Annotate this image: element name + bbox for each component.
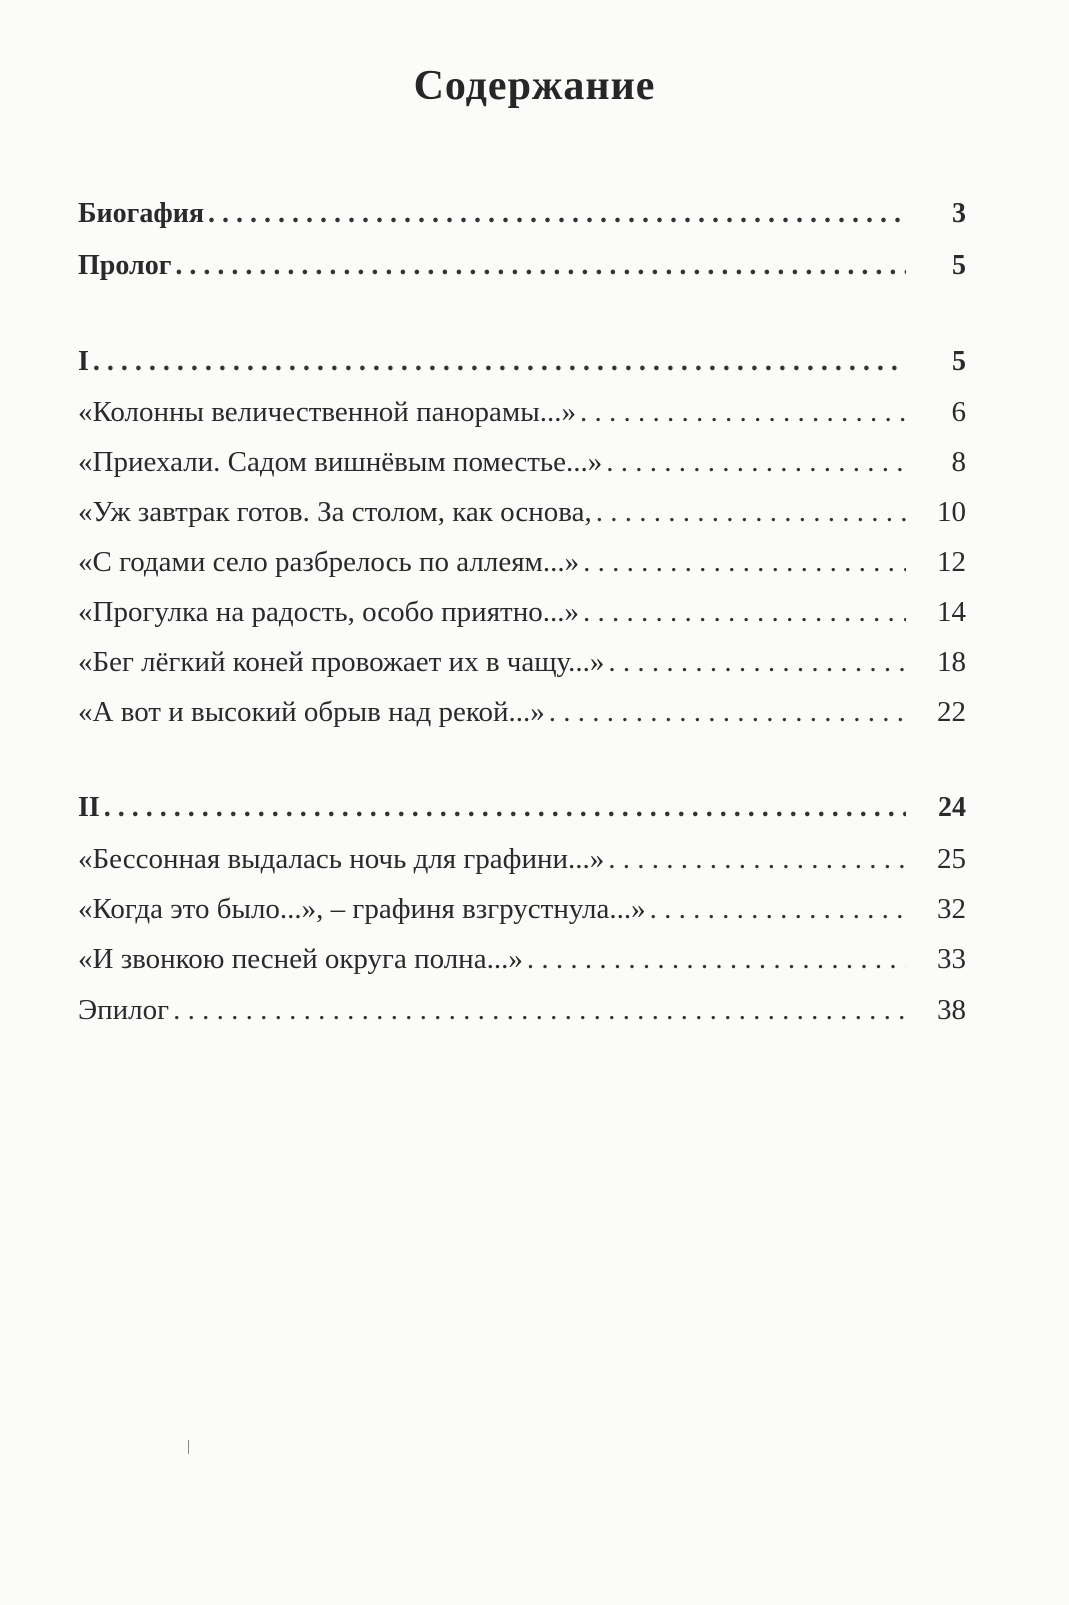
toc-entry-page: 3 (952, 198, 966, 229)
dot-leader (208, 198, 906, 230)
toc-entry-label: Пролог (78, 250, 172, 281)
toc-entry-page: 5 (952, 250, 966, 281)
toc-entry-page: 14 (937, 596, 966, 628)
toc-entry-page: 32 (937, 893, 966, 925)
toc-entry-label: II (78, 792, 100, 823)
toc-entry-page: 25 (937, 843, 966, 875)
toc-entry-page: 33 (937, 943, 966, 975)
toc-entry (78, 446, 966, 486)
toc-entry (78, 893, 966, 933)
toc-entry (78, 198, 966, 238)
dot-leader (608, 646, 906, 679)
toc-entry (78, 792, 966, 832)
dot-leader (580, 396, 906, 429)
toc-entry-page: 18 (937, 646, 966, 678)
toc-entry-page: 22 (937, 696, 966, 728)
toc-entry-label: «Бессонная выдалась ночь для графини...» (78, 843, 605, 875)
toc-entry-page: 5 (952, 346, 966, 377)
toc-entry-page: 38 (937, 994, 966, 1026)
toc-entry-label: «Колонны величественной панорамы...» (78, 396, 576, 428)
toc-entry-label: «Бег лёгкий коней провожает их в чащу...» (78, 646, 605, 678)
dot-leader (104, 792, 906, 824)
toc-entry-page: 24 (938, 792, 966, 823)
dot-leader (527, 943, 906, 976)
toc-entry-label: «И звонкою песней округа полна...» (78, 943, 523, 975)
toc-entry (78, 496, 966, 536)
dot-leader (596, 496, 906, 529)
toc-entry (78, 546, 966, 586)
toc-entry (78, 646, 966, 686)
print-mark (188, 1440, 189, 1454)
toc-entry (78, 943, 966, 983)
toc-entry-page: 6 (951, 396, 966, 428)
toc-entry-page: 10 (937, 496, 966, 528)
dot-leader (549, 696, 906, 729)
toc-entry-label: Эпилог (78, 994, 170, 1026)
dot-leader (583, 546, 906, 579)
toc-entry (78, 250, 966, 290)
toc-entry (78, 696, 966, 736)
toc-entry (78, 396, 966, 436)
dot-leader (650, 893, 906, 926)
toc-entry-label: «А вот и высокий обрыв над рекой...» (78, 696, 545, 728)
toc-entry-label: «Уж завтрак готов. За столом, как основа, (78, 496, 592, 528)
toc-entry-label: Биогафия (78, 198, 205, 229)
dot-leader (583, 596, 906, 629)
toc-entry-label: «Приехали. Садом вишнёвым поместье...» (78, 446, 603, 478)
dot-leader (175, 250, 906, 282)
page-title: Содержание (413, 63, 656, 109)
dot-leader (173, 994, 906, 1027)
dot-leader (606, 446, 906, 479)
dot-leader (93, 346, 906, 378)
toc-entry-page: 12 (937, 546, 966, 578)
toc-entry (78, 994, 966, 1034)
toc-entry-label: «С годами село разбрелось по аллеям...» (78, 546, 580, 578)
toc-entry (78, 843, 966, 883)
toc-entry-label: «Прогулка на радость, особо приятно...» (78, 596, 579, 628)
toc-entry (78, 596, 966, 636)
toc-entry (78, 346, 966, 386)
toc-entry-page: 8 (951, 446, 966, 478)
toc-entry-label: «Когда это было...», – графиня взгрустнула...» (78, 893, 646, 925)
dot-leader (608, 843, 906, 876)
toc-entry-label: I (78, 346, 89, 377)
